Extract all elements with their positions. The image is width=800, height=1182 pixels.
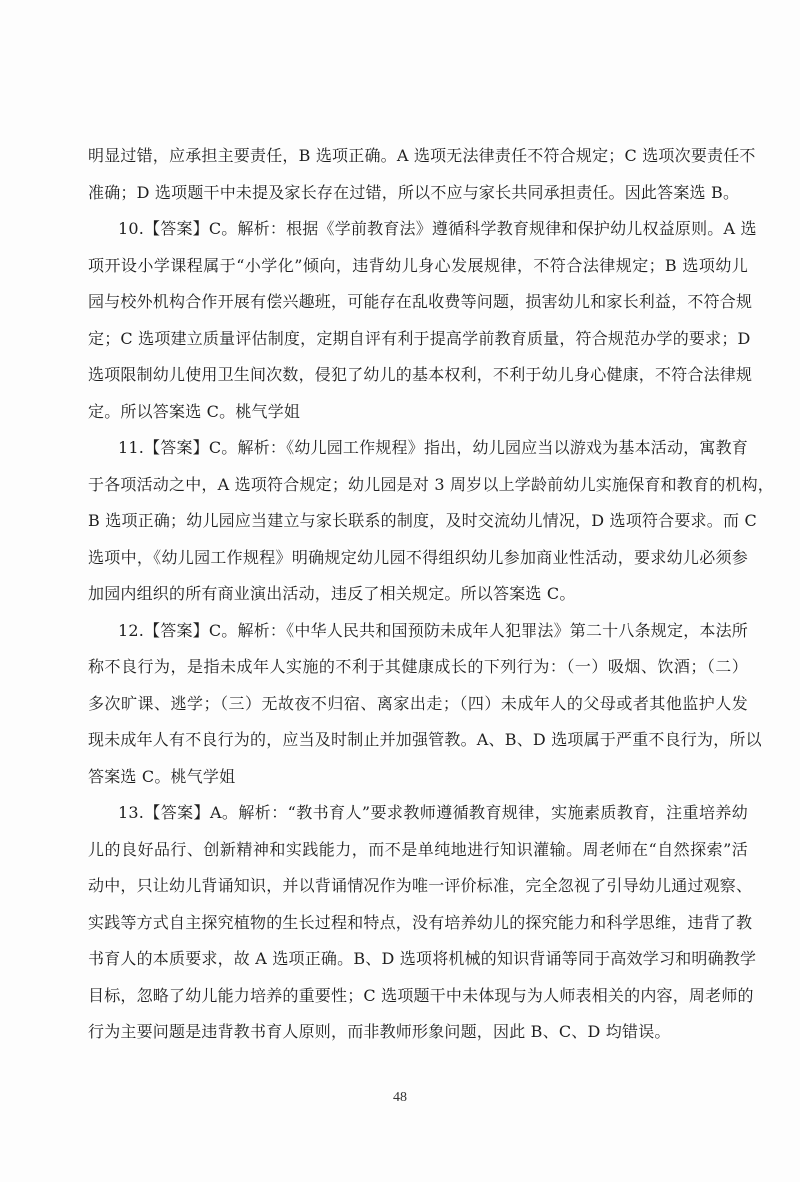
paragraph-answer-11	[88, 430, 774, 613]
text-line: 答案选 C。桃气学姐	[88, 766, 236, 786]
page-number: 48	[393, 1090, 407, 1105]
text-line: 10.【答案】C。解析：根据《学前教育法》遵循科学教育规律和保护幼儿权益原则。A 选	[118, 219, 757, 238]
text-line: 加园内组织的所有商业演出活动，违反了相关规定。所以答案选 C。	[88, 584, 576, 603]
paragraph-answer-10	[88, 211, 757, 430]
text-line: 定；C 选项建立质量评估制度，定期自评有利于提高学前教育质量，符合规范办学的要求；D	[88, 328, 751, 348]
text-line: 13.【答案】A。解析：“教书育人”要求教师遵循教育规律，实施素质教育，注重培养幼	[118, 803, 748, 822]
text-line: 目标，忽略了幼儿能力培养的重要性；C 选项题干中未体现与为人师表相关的内容，周老师的	[88, 985, 754, 1005]
text-line: 11.【答案】C。解析：《幼儿园工作规程》指出，幼儿园应当以游戏为基本活动，寓教育	[118, 438, 748, 457]
paragraph-answer-12	[88, 613, 762, 796]
text-line: 选项中，《幼儿园工作规程》明确规定幼儿园不得组织幼儿参加商业性活动，要求幼儿必须参	[88, 547, 748, 567]
text-line: 动中，只让幼儿背诵知识，并以背诵情况作为唯一评价标准，完全忽视了引导幼儿通过观察、	[88, 876, 753, 895]
text-line: 项开设小学课程属于“小学化”倾向，违背幼儿身心发展规律，不符合法律规定；B 选项幼儿	[88, 255, 748, 275]
text-line: 定。所以答案选 C。桃气学姐	[88, 401, 301, 421]
text-line: 园与校外机构合作开展有偿兴趣班，可能存在乱收费等问题，损害幼儿和家长利益，不符合规	[88, 292, 753, 311]
text-line: 于各项活动之中，A 选项符合规定；幼儿园是对 3 周岁以上学龄前幼儿实施保育和教育的机构，	[88, 474, 774, 494]
text-line: 儿的良好品行、创新精神和实践能力，而不是单纯地进行知识灌输。周老师在“自然探索”活	[88, 839, 748, 859]
paragraph-answer-13	[88, 795, 757, 1051]
text-line: 书育人的本质要求，故 A 选项正确。B、D 选项将机械的知识背诵等同于高效学习和明确教学	[88, 949, 757, 968]
text-line: 多次旷课、逃学；（三）无故夜不归宿、离家出走；（四）未成年人的父母或者其他监护人发	[88, 693, 748, 713]
document-body	[88, 138, 774, 1051]
text-line: B 选项正确；幼儿园应当建立与家长联系的制度，及时交流幼儿情况，D 选项符合要求。而 C	[88, 511, 757, 530]
text-line: 选项限制幼儿使用卫生间次数，侵犯了幼儿的基本权利，不利于幼儿身心健康，不符合法律规	[88, 365, 753, 384]
text-line: 行为主要问题是违背教书育人原则，而非教师形象问题，因此 B、C、D 均错误。	[88, 1022, 671, 1041]
paragraph-continuation	[88, 138, 756, 211]
text-line: 现未成年人有不良行为的，应当及时制止并加强管教。A、B、D 选项属于严重不良行为，所以	[88, 730, 762, 749]
text-line: 实践等方式自主探究植物的生长过程和特点，没有培养幼儿的探究能力和科学思维，违背了教	[88, 912, 753, 932]
text-line: 明显过错，应承担主要责任，B 选项正确。A 选项无法律责任不符合规定；C 选项次要责任不	[88, 146, 756, 165]
text-line: 准确；D 选项题干中未提及家长存在过错，所以不应与家长共同承担责任。因此答案选 B。	[88, 182, 740, 202]
text-line: 12.【答案】C。解析：《中华人民共和国预防未成年人犯罪法》第二十八条规定，本法所	[118, 620, 748, 640]
text-line: 称不良行为，是指未成年人实施的不利于其健康成长的下列行为：（一）吸烟、饮酒；（二）	[88, 657, 748, 676]
